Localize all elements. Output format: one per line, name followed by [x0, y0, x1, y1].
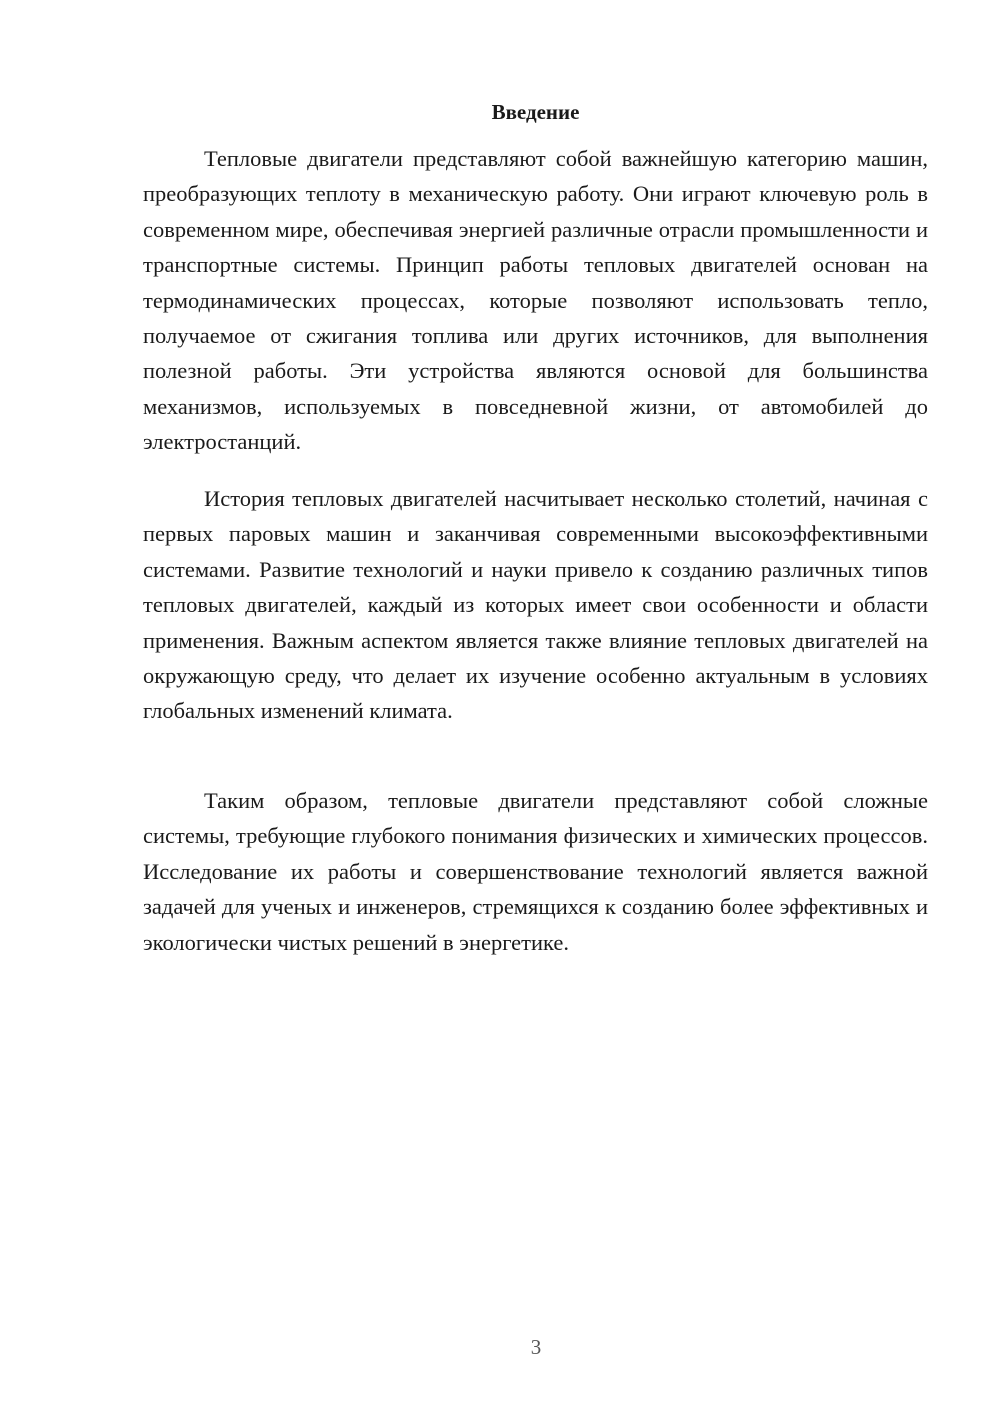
page-number: 3 — [530, 1335, 542, 1359]
paragraph-3: Таким образом, тепловые двигатели представляют собой сложные системы, требующие глубокого понимания физических и химических процессов. Исследование их работы и совершенствование технологий является важной задачей для ученых и инженеров, стремящихся к созданию более эффективных и экологически чистых решений в энергетике. — [143, 788, 928, 955]
paragraph-2: История тепловых двигателей насчитывает несколько столетий, начиная с первых паровых машин и заканчивая современными высокоэффективными системами. Развитие технологий и науки привело к созданию различных типов тепловых двигателей, каждый из которых имеет свои особенности и области применения. Важным аспектом является также влияние тепловых двигателей на окружающую среду, что делает их изучение особенно актуальным в условиях глобальных изменений климата. — [143, 486, 928, 724]
page-title: Введение — [491, 100, 580, 124]
paragraph-1: Тепловые двигатели представляют собой важнейшую категорию машин, преобразующих теплоту в механическую работу. Они играют ключевую роль в современном мире, обеспечивая энергией различные отрасли промышленности и транспортные системы. Принцип работы тепловых двигателей основан на термодинамических процессах, которые позволяют использовать тепло, получаемое от сжигания топлива или других источников, для выполнения полезной работы. Эти устройства являются основой для большинства механизмов, используемых в повседневной жизни, от автомобилей до электростанций. — [143, 146, 928, 455]
